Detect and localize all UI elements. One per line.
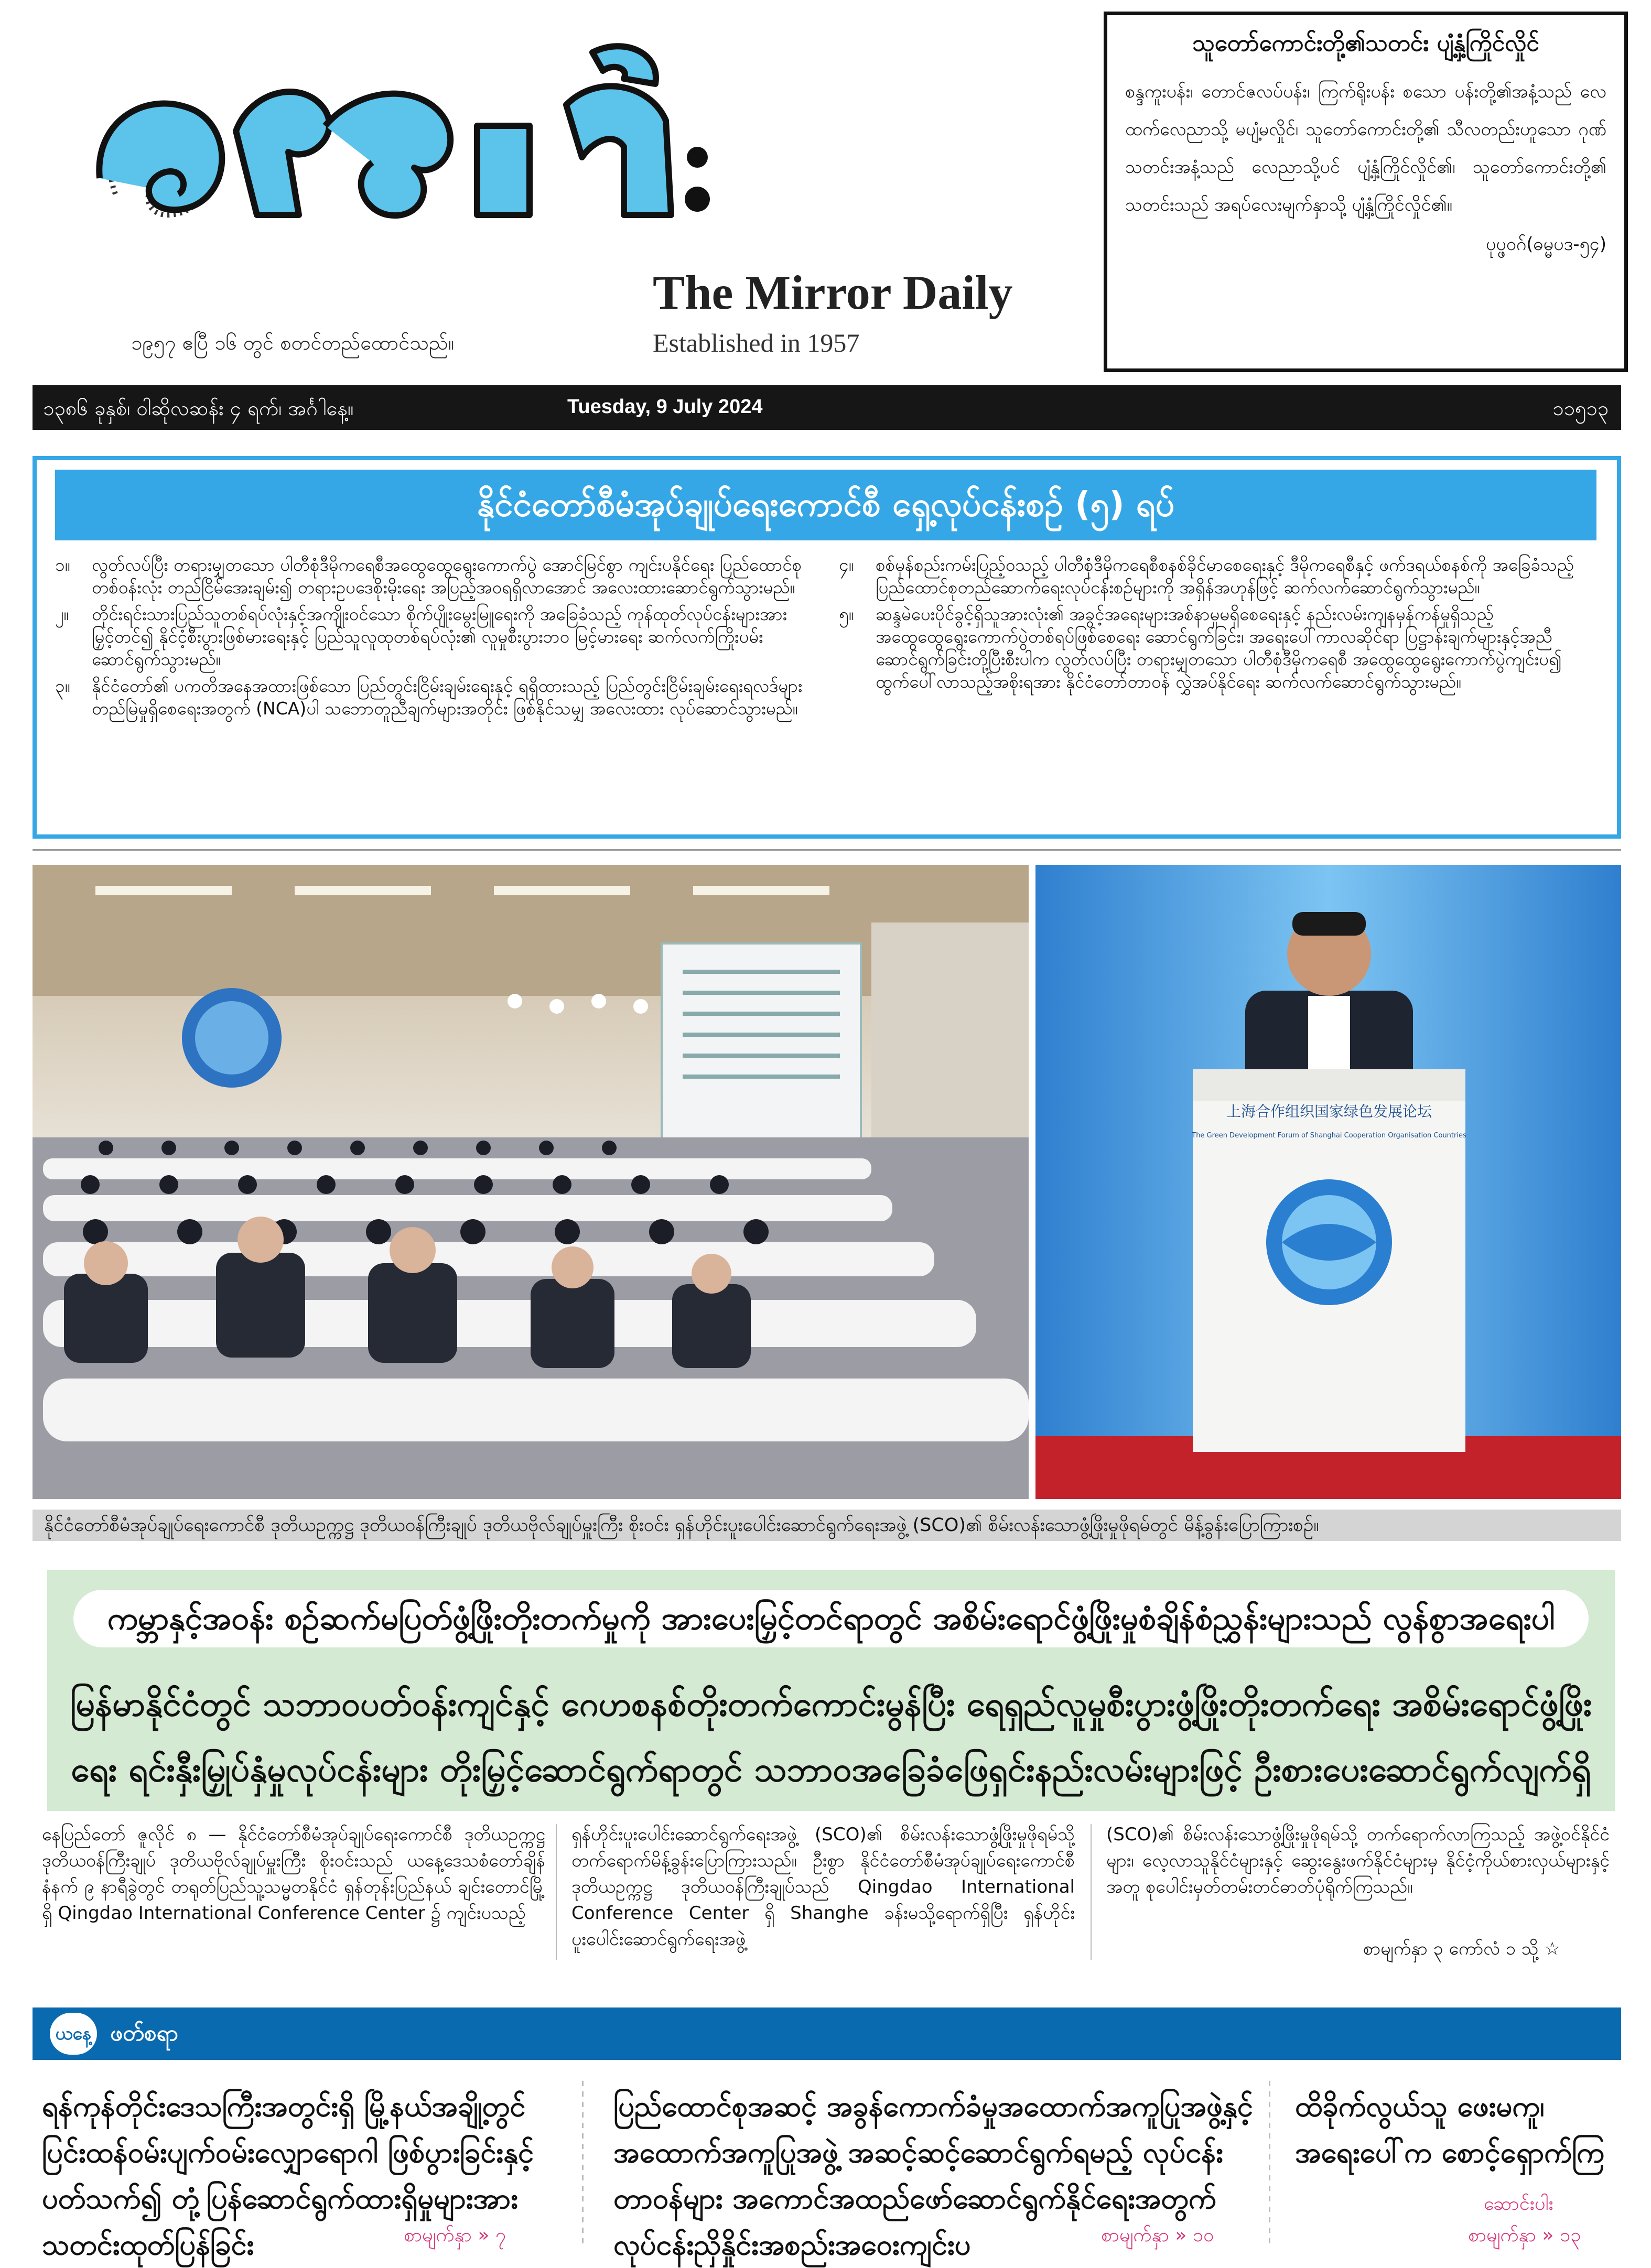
policy-item [55, 603, 810, 670]
teaser-headline: ထိခိုက်လွယ်သူ ဖေးမကူ၊ အရေးပေါ်က စောင့်ရှောက်ကြ [1295, 2090, 1604, 2169]
motto-body: စန္ဒကူးပန်း၊ တောင်ဇလပ်ပန်း၊ ကြက်ရိုးပန်း စသော ပန်းတို့၏အနံ့သည် လေထက်လေညာသို့ မပျံ့မလှိုင်၊ သူတော်ကောင်းတို့၏ သီလတည်းဟူသော ဂုဏ်သတင်းအနံ့သည် လေညာသို့ပင် ပျံ့နှံ့ကြိုင်လှိုင်၏၊ သူတော်ကောင်းတို့၏ သတင်းသည် အရပ်လေးမျက်နှာသို့ ပျံ့နှံ့ကြိုင်လှိုင်၏။ [1125, 81, 1606, 215]
continued-link[interactable]: စာမျက်နှာ ၃ ကော်လံ ၁ သို့ ☆ [1363, 1938, 1560, 1959]
policy-item-text: ဆန္ဒမဲပေးပိုင်ခွင့်ရှိသူအားလုံး၏ အခွင့်အရေးများအစ်နာမှုမရှိစေရေးနှင့် နည်းလမ်းကျနမှန်ကန်မှုရှိသည့် အထွေထွေရွေးကောက်ပွဲတစ်ရပ်ဖြစ်စေရေး ဆောင်ရွက်ခြင်း၊ အရေးပေါ်ကာလဆိုင်ရာ ပြဋ္ဌာန်းချက်များနှင့်အညီ ဆောင်ရွက်ခြင်းတို့ပြီးစီးပါက လွတ်လပ်ပြီး တရားမျှတသော ပါတီစုံဒီမိုကရေစီ အထွေထွေရွေးကောက်ပွဲကျင်းပ၍ ထွက်ပေါ်လာသည့်အစိုးရအား နိုင်ငံတော်တာဝန် လွှဲအပ်နိုင်ရေး ဆက်လက်ဆောင်ရွက်သွားမည်။ [876, 604, 1562, 692]
founded-note: ၁၉၅၇ ဧပြီ ၁၆ တွင် စတင်တည်ထောင်သည်။ [131, 331, 455, 354]
established-note: Established in 1957 [653, 328, 860, 357]
policy-item [55, 675, 810, 720]
inside-badge: ယနေ့ [50, 2013, 97, 2055]
column-divider [1091, 1824, 1092, 1960]
motto-title: သူတော်ကောင်းတို့၏သတင်း ပျံ့နှံ့ကြိုင်လှိုင် [1192, 30, 1539, 57]
policy-item-number: ၃။ [55, 676, 70, 696]
photo-caption: နိုင်ငံတော်စီမံအုပ်ချုပ်ရေးကောင်စီ ဒုတိယဥက္ကဋ္ဌ ဒုတိယဝန်ကြီးချုပ် ဒုတိယဗိုလ်ချုပ်မှူးကြီး စိုးဝင်း ရှန်ဟိုင်းပူးပေါင်းဆောင်ရွက်ရေးအဖွဲ့ (SCO)၏ စိမ်းလန်းသောဖွံ့ဖြိုးမှုဖိုရမ်တွင် မိန့်ခွန်းပြောကြားစဉ်။ [33, 1510, 1621, 1541]
teaser-page-ref[interactable]: စာမျက်နှာ » ၁၀ [1101, 2224, 1214, 2246]
teaser-divider [1269, 2081, 1270, 2249]
policy-item [839, 554, 1594, 599]
podium-title-cn: 上海合作组织国家绿色发展论坛 [1226, 1103, 1432, 1120]
article-column-2: ရှန်ဟိုင်းပူးပေါင်းဆောင်ရွက်ရေးအဖွဲ့ (SCO)၏ စိမ်းလန်းသောဖွံ့ဖြိုးမှုဖိုရမ်သို့ တက်ရောက်မိန့်ခွန်းပြောကြားသည်။ ဦးစွာ နိုင်ငံတော်စီမံအုပ်ချုပ်ရေးကောင်စီ ဒုတိယဥက္ကဋ္ဌ ဒုတိယဝန်ကြီးချုပ်သည် Qingdao International Conference Center ရှိ Shanghe ခန်းမသို့ရောက်ရှိပြီး ရှန်ဟိုင်းပူးပေါင်းဆောင်ရွက်ရေးအဖွဲ့ [571, 1824, 1075, 1950]
date-bar [33, 385, 1621, 430]
podium-title-en: The Green Development Forum of Shanghai Cooperation Organisation Countries [1192, 1132, 1466, 1140]
policy-column-right [839, 554, 1594, 697]
teaser-page-ref[interactable]: စာမျက်နှာ » ၁၃ [1468, 2224, 1581, 2246]
teaser-headline: ရန်ကုန်တိုင်းဒေသကြီးအတွင်းရှိ မြို့နယ်အချို့တွင် ပြင်းထန်ဝမ်းပျက်ဝမ်းလျှောရောဂါ ဖြစ်ပွားခြင်းနှင့် ပတ်သက်၍ တုံ့ပြန်ဆောင်ရွက်ထားရှိမှုများအား သတင်းထုတ်ပြန်ခြင်း [42, 2090, 534, 2261]
issue-number: ၁၁၅၁၃ [1552, 397, 1609, 420]
date-myanmar: ၁၃၈၆ ခုနှစ်၊ ဝါဆိုလဆန်း ၄ ရက်၊ အင်္ဂါနေ့။ [43, 397, 354, 420]
policy-item [839, 603, 1594, 693]
headline-panel [47, 1570, 1615, 1811]
motto-box [1104, 12, 1628, 372]
teaser-3[interactable] [1295, 2083, 1610, 2176]
headline-secondary: မြန်မာနိုင်ငံတွင် သဘာဝပတ်ဝန်းကျင်နှင့် ဂေဟစနစ်တိုးတက်ကောင်းမွန်ပြီး ရေရှည်လူမှုစီးပွားဖွံ့ဖြိုးတိုးတက်ရေး အစိမ်းရောင်ဖွံ့ဖြိုးရေး ရင်းနှီးမြှုပ်နှံမှုလုပ်ငန်းများ တိုးမြှင့်ဆောင်ရွက်ရာတွင် သဘာဝအခြေခံဖြေရှင်းနည်းလမ်းများဖြင့် ဦးစားပေးဆောင်ရွက်လျက်ရှိ [70, 1685, 1592, 1789]
policy-item-text: နိုင်ငံတော်၏ ပကတိအနေအထားဖြစ်သော ပြည်တွင်းငြိမ်းချမ်းရေးနှင့် ရရှိထားသည့် ပြည်တွင်းငြိမ်းချမ်းရေးရလဒ်များ တည်မြဲမှုရှိစေရေးအတွက် (NCA)ပါ သဘောတူညီချက်များအတိုင်း ဖြစ်နိုင်သမျှ အလေးထား လုပ်ဆောင်သွားမည်။ [92, 676, 803, 719]
policy-title: နိုင်ငံတော်စီမံအုပ်ချုပ်ရေးကောင်စီ ရှေ့လုပ်ငန်းစဉ် (၅) ရပ် [55, 470, 1596, 540]
brand-name-en: The Mirror Daily [653, 266, 1013, 319]
article-column-3: (SCO)၏ စိမ်းလန်းသောဖွံ့ဖြိုးမှုဖိုရမ်သို့ တက်ရောက်လာကြသည့် အဖွဲ့ဝင်နိုင်ငံများ၊ လေ့လာသူနိုင်ငံများနှင့် ဆွေးနွေးဖက်နိုင်ငံများမှ နိုင်ငံ့ကိုယ်စားလှယ်များနှင့်အတူ စုပေါင်းမှတ်တမ်းတင်ဓာတ်ပုံရိုက်ကြသည်။ [1106, 1824, 1610, 1897]
policy-item-number: ၁။ [55, 555, 70, 575]
inside-section-bar [33, 2007, 1621, 2060]
teaser-divider [582, 2081, 584, 2249]
column-divider [556, 1824, 557, 1960]
photo-speaker-podium [1035, 865, 1621, 1499]
inside-label: ဖတ်စရာ [110, 2020, 178, 2046]
policy-box [33, 456, 1621, 839]
motto-source: ပုပ္ဖဝဂ်(ဓမ္မပဒ-၅၄) [1485, 234, 1606, 255]
article-column-1: နေပြည်တော် ဇူလိုင် ၈ — နိုင်ငံတော်စီမံအုပ်ချုပ်ရေးကောင်စီ ဒုတိယဥက္ကဋ္ဌ ဒုတိယဝန်ကြီးချုပ် ဒုတိယဗိုလ်ချုပ်မှူးကြီး စိုးဝင်းသည် ယနေ့ဒေသစံတော်ချိန် နံနက် ၉ နာရီခွဲတွင် တရုတ်ပြည်သူ့သမ္မတနိုင်ငံ ရှန်တုန်းပြည်နယ် ချင်းတောင်မြို့ရှိ Qingdao International Conference Center ၌ ကျင်းပသည့် [42, 1824, 545, 1924]
policy-item-number: ၅။ [839, 604, 854, 624]
teaser-page-ref[interactable]: စာမျက်နှာ » ၇ [404, 2224, 506, 2246]
policy-item-text: တိုင်းရင်းသားပြည်သူတစ်ရပ်လုံးနှင့်အကျိုးဝင်သော စိုက်ပျိုးမွေးမြူရေးကို အခြေခံသည့် ကုန်ထုတ်လုပ်ငန်းများအား မြှင့်တင်၍ နိုင်ငံ့စီးပွားဖြစ်မားရေးနှင့် ပြည်သူလူထုတစ်ရပ်လုံး၏ လူမှုစီးပွားဘဝ မြင့်မားရေး ဆက်လက်ကြိုးပမ်းဆောင်ရွက်သွားမည်။ [92, 604, 787, 669]
divider [33, 849, 1621, 851]
policy-item-text: စစ်မှန်စည်းကမ်းပြည့်ဝသည့် ပါတီစုံဒီမိုကရေစီစနစ်ခိုင်မာစေရေးနှင့် ဒီမိုကရေစီနှင့် ဖက်ဒရယ်စနစ်ကို အခြေခံသည့် ပြည်ထောင်စုတည်ဆောက်ရေးလုပ်ငန်းစဉ်များကို အရှိန်အဟုန်ဖြင့် ဆက်လက်ဆောင်ရွက်သွားမည်။ [876, 555, 1574, 598]
policy-item-number: ၂။ [55, 604, 69, 624]
date-english: Tuesday, 9 July 2024 [567, 396, 763, 418]
policy-item [55, 554, 810, 599]
policy-item-number: ၄။ [839, 555, 854, 575]
policy-item-text: လွတ်လပ်ပြီး တရားမျှတသော ပါတီစုံဒီမိုကရေစီအထွေထွေရွေးကောက်ပွဲ အောင်မြင်စွာ ကျင်းပနိုင်ရေး ပြည်ထောင်စုတစ်ဝန်းလုံး တည်ငြိမ်အေးချမ်း၍ တရားဥပဒေစိုးမိုးရေး အပြည့်အဝရရှိလာအောင် အလေးထားဆောင်ရွက်သွားမည်။ [92, 555, 802, 598]
newspaper-logo [79, 42, 729, 314]
teaser-tag: ဆောင်းပါး [1484, 2193, 1553, 2215]
photo-conference-hall [33, 865, 1029, 1499]
policy-column-left [55, 554, 810, 724]
headline-primary: ကမ္ဘာနှင့်အဝန်း စဉ်ဆက်မပြတ်ဖွံ့ဖြိုးတိုးတက်မှုကို အားပေးမြှင့်တင်ရာတွင် အစိမ်းရောင်ဖွံ့ဖြိုးမှုစံချိန်စံညွှန်းများသည် လွန်စွာအရေးပါ [73, 1590, 1589, 1647]
teaser-headline: ပြည်ထောင်စုအဆင့် အခွန်ကောက်ခံမှုအထောက်အကူပြုအဖွဲ့နှင့် အထောက်အကူပြုအဖွဲ့ အဆင့်ဆင့်ဆောင်ရွက်ရမည့် လုပ်ငန်းတာဝန်များ အကောင်အထည်ဖော်ဆောင်ရွက်နိုင်ရေးအတွက် လုပ်ငန်းညှိနှိုင်းအစည်းအဝေးကျင်းပ [613, 2090, 1253, 2261]
